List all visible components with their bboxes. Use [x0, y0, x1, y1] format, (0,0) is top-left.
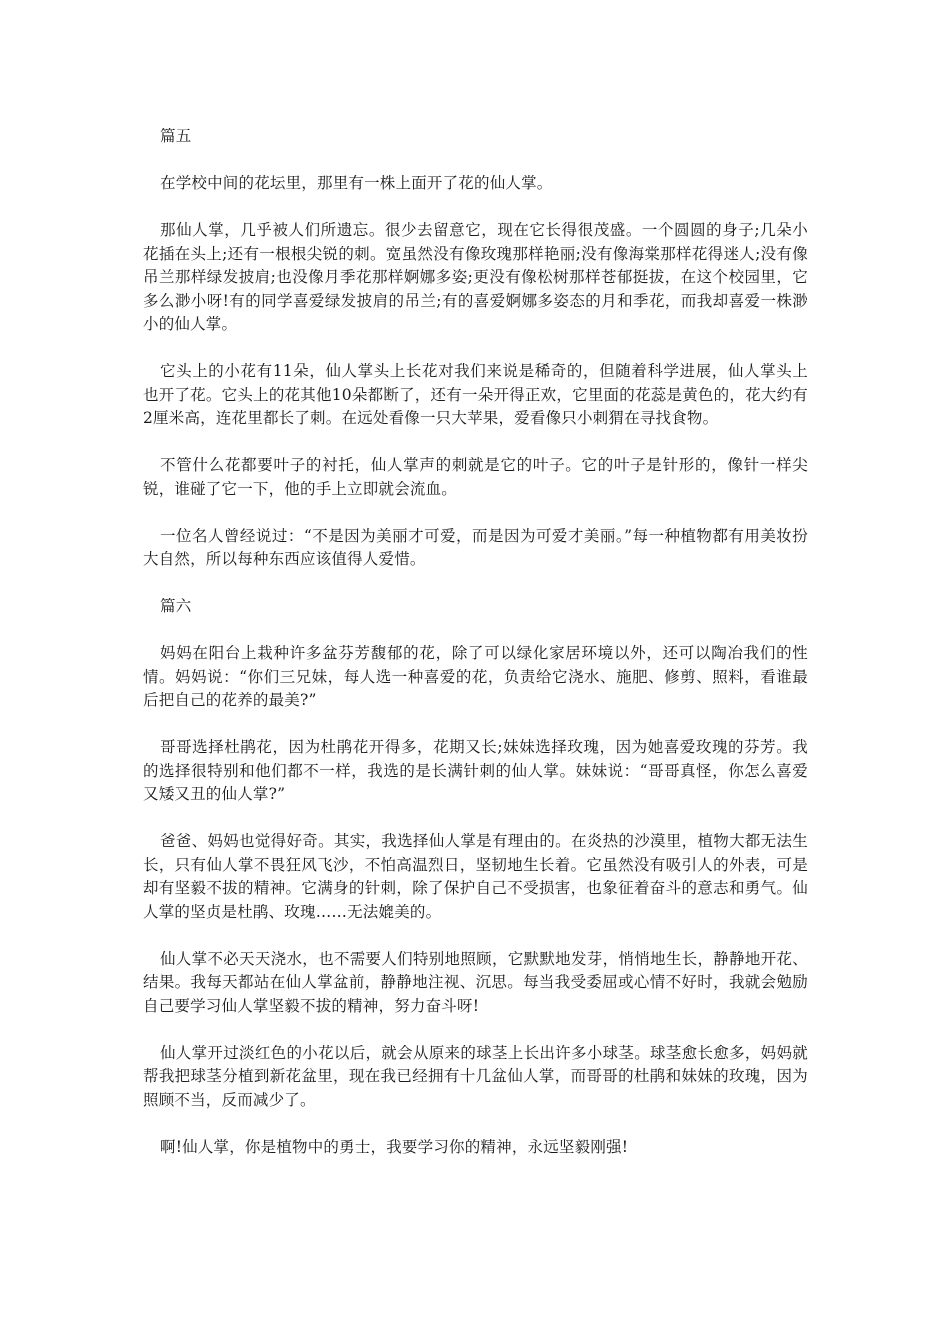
paragraph: 爸爸、妈妈也觉得好奇。其实，我选择仙人掌是有理由的。在炎热的沙漠里，植物大都无法生长，只有仙人掌不畏狂风飞沙，不怕高温烈日，坚韧地生长着。它虽然没有吸引人的外表，可是却有坚毅不拔的精神。它满身的针刺，除了保护自己不受损害，也象征着奋斗的意志和勇气。仙人掌的坚贞是杜鹃、玫瑰……无法媲美的。 [143, 832, 808, 921]
paragraph: 在学校中间的花坛里，那里有一株上面开了花的仙人掌。 [160, 174, 553, 192]
paragraph: 仙人掌开过淡红色的小花以后，就会从原来的球茎上长出许多小球茎。球茎愈长愈多，妈妈就帮我把球茎分植到新花盆里，现在我已经拥有十几盆仙人掌，而哥哥的杜鹃和妹妹的玫瑰，因为照顾不当，反而减少了。 [143, 1043, 808, 1109]
paragraph: 一位名人曾经说过：“不是因为美丽才可爱，而是因为可爱才美丽。”每一种植物都有用美妆扮大自然，所以每种东西应该值得人爱惜。 [143, 526, 808, 568]
document-body [143, 125, 808, 1183]
paragraph: 它头上的小花有11朵，仙人掌头上长花对我们来说是稀奇的，但随着科学进展，仙人掌头上也开了花。它头上的花其他10朵都断了，还有一朵开得正欢，它里面的花蕊是黄色的，花大约有2厘米高，连花里都长了刺。在远处看像一只大苹果，爱看像只小刺猬在寻找食物。 [143, 362, 808, 427]
section-heading-6: 篇六 [160, 597, 192, 615]
paragraph: 那仙人掌，几乎被人们所遗忘。很少去留意它，现在它长得很茂盛。一个圆圆的身子;几朵小花插在头上;还有一根根尖锐的刺。宽虽然没有像玫瑰那样艳丽;没有像海棠那样花得迷人;没有像吊兰那样绿发披肩;也没像月季花那样婀娜多姿;更没有像松树那样苍郁挺拔，在这个校园里，它多么渺小呀!有的同学喜爱绿发披肩的吊兰;有的喜爱婀娜多姿态的月和季花，而我却喜爱一株渺小的仙人掌。 [143, 221, 808, 333]
paragraph: 哥哥选择杜鹃花，因为杜鹃花开得多，花期又长;妹妹选择玫瑰，因为她喜爱玫瑰的芬芳。我的选择很特别和他们都不一样，我选的是长满针刺的仙人掌。妹妹说：“哥哥真怪，你怎么喜爱又矮又丑的仙人掌?” [143, 738, 808, 803]
paragraph: 啊!仙人掌，你是植物中的勇士，我要学习你的精神，永远坚毅刚强! [160, 1137, 629, 1156]
paragraph: 仙人掌不必天天浇水，也不需要人们特别地照顾，它默默地发芽，悄悄地生长，静静地开花、结果。我每天都站在仙人掌盆前，静静地注视、沉思。每当我受委屈或心情不好时，我就会勉励自己要学习仙人掌坚毅不拔的精神，努力奋斗呀! [143, 949, 808, 1015]
paragraph: 不管什么花都要叶子的衬托，仙人掌声的刺就是它的叶子。它的叶子是针形的，像针一样尖锐，谁碰了它一下，他的手上立即就会流血。 [143, 456, 808, 498]
paragraph: 妈妈在阳台上栽种许多盆芬芳馥郁的花，除了可以绿化家居环境以外，还可以陶冶我们的性情。妈妈说：“你们三兄妹，每人选一种喜爱的花，负责给它浇水、施肥、修剪、照料，看谁最后把自己的花养的最美?” [143, 644, 808, 709]
section-heading-5: 篇五 [160, 127, 192, 145]
